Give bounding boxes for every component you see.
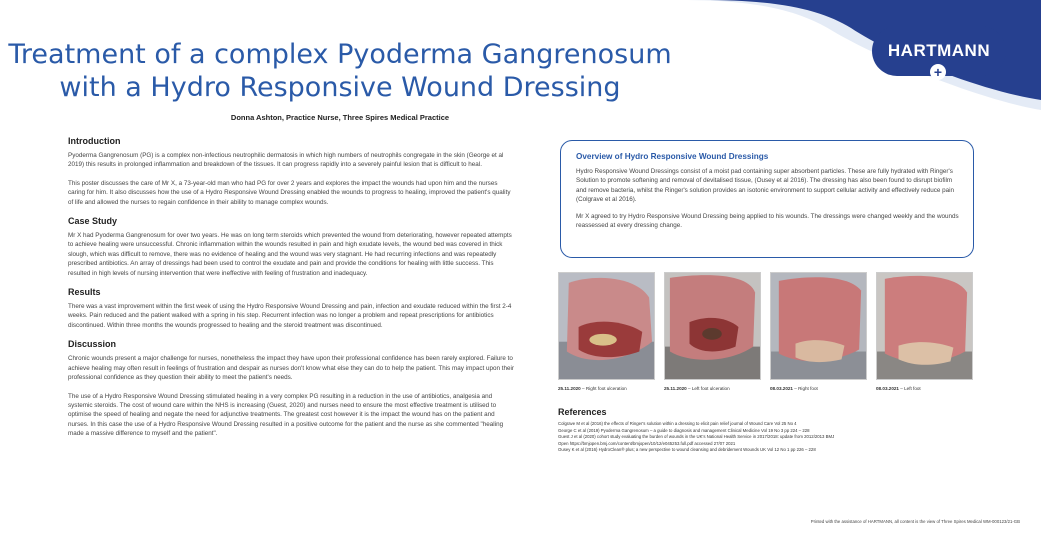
introduction-paragraph-1: Pyoderma Gangrenosum (PG) is a complex non-infectious neutrophilic dermatosis in which high numbers of neutrophils congregate in the skin (George et al 2019) this results in prolonged inflammation and breakdown of the tissues. It can progress rapidly into a severely painful lesion that is difficult to heal. [68, 152, 504, 169]
introduction-paragraph-2: This poster discusses the care of Mr X, a 73-year-old man who had PG for over 2 years and explores the impact the wounds had upon him and the nurses caring for him. It also discusses how the use of a Hydro Responsive Wound Dressing enabled the wounds to progress to healing, improved the patient's quality of life and allowed the nurses to regain confidence in their ability to manage complex wounds. [68, 179, 511, 206]
references-section [558, 407, 978, 454]
discussion-heading: Discussion [68, 339, 117, 350]
overview-heading: Overview of Hydro Responsive Wound Dressings [576, 152, 769, 161]
logo-text: HARTMANN [887, 41, 991, 60]
photo-left-foot-ulceration [664, 272, 761, 380]
poster-title [0, 38, 680, 104]
overview-paragraph-2: Mr X agreed to try Hydro Responsive Wound Dressing being applied to his wounds. The dressings were changed weekly and the wounds reassessed at every dressing change. [576, 212, 959, 230]
reference-item: Guest J et al (2020) cohort study evaluating the burden of wounds in the UK's National Health Service in 2017/2018: update from 2012/2013 BMJ [558, 434, 835, 440]
overview-paragraph-1: Hydro Responsive Wound Dressings consist of a moist pad containing super absorbent particles. These are fully hydrated with Ringer's Solution to promote softening and removal of devitalised tissue, (Ousey et al 2016). The dressing has also been found to disrupt biofilm and remove bacteria, whilst the Ringer's solution provides an isotonic environment to support cellular activity and effectively reduce pain (Colgrave et al 2016). [576, 168, 955, 204]
case-study-paragraph: Mr X had Pyoderma Gangrenosum for over two years. He was on long term steroids which prevented the wound from deteriorating, however repeated attempts to achieve healing were unsuccessful. Chronic inflammation within the wounds resulted in pain and high exudate levels, the wound bed was covered in thick slough, which was difficult to remove, there was no evidence of healing and the wound was very stagnant. He had recurring infections and was repeatedly prescribed antibiotics. An array of dressings had been used to control the exudate and pain and provide the conditions for healing with little success. This resulted in high levels of nursing intervention that were ineffective with feeling of frustration and inadequacy. [68, 232, 512, 277]
results-heading: Results [68, 287, 101, 298]
introduction-heading: Introduction [68, 136, 121, 146]
discussion-paragraph-2: The use of a Hydro Responsive Wound Dressing stimulated healing in a very complex PG resulting in a reduction in the use of antibiotics, analgesia and systemic steroids. The cost of wound care within the NHS is increasing (Guest, 2020) and nurses need to ensure the most effective treatment is utilised to optimise the speed of healing and negate the need for adjunctive treatments. The greatest cost however it is the impact the wound has on the patient and nurses. In this case the use of a Hydro Responsive Wound Dressing resulted in a positive outcome for the patient and the nurse as she commented "healing made a massive difference to myself and the patient". [68, 392, 504, 438]
title-line-2: with a Hydro Responsive Wound Dressing [59, 72, 621, 103]
case-study-heading: Case Study [68, 216, 118, 227]
discussion-paragraph-1: Chronic wounds present a major challenge for nurses, nonetheless the impact they have upon their professional confidence has been rarely explored. Failure to achieve healing may often result in feelings of frustration and despair as nurses don't know what else they can do to help the patient. This may impact upon their professional confidence as they question their ability to meet the patient's needs. [68, 355, 514, 382]
overview-box [560, 140, 974, 258]
results-paragraph: There was a vast improvement within the first week of using the Hydro Responsive Wound Dressing and pain, infection and exudate reduced within the first 2-4 weeks. Pain reduced and the patient walked with a spring in his step. Recurrent infection was no longer a problem and repeat prescriptions for antibiotics discontinued. Within three months the wounds progressed to healing and the steroid treatment was discontinued. [68, 303, 512, 329]
author-line: Donna Ashton, Practice Nurse, Three Spires Medical Practice [230, 113, 450, 122]
photo-left-foot-healed [876, 272, 973, 380]
reference-item: Open https://bmjopen.bmj.com/content/bmjopen/10/12/e045253.full.pdf accessed 27/07 2021 [558, 440, 736, 446]
photo-right-foot-healed [770, 272, 867, 380]
hartmann-logo [872, 26, 1006, 80]
reference-item: Colgrave M et al (2016) the effects of Ringer's solution within a dressing to elicit pain relief journal of Wound Care Vol 25 No 4 [558, 421, 797, 426]
references-heading: References [558, 407, 607, 417]
reference-item: George C et al (2019) Pyoderma Gangrenosum – a guide to diagnosis and management Clinical Medicine Vol 19 No 3 pp 224 – 228 [558, 427, 810, 433]
footer-note: Printed with the assistance of HARTMANN, all content is the view of Three Spires Medical WM-000123/21-GB [810, 519, 1020, 524]
logo-cross-icon: + [930, 64, 946, 80]
photo-caption-2: 25.11.2020 – Left foot ulceration [664, 386, 730, 391]
photo-right-foot-ulceration [558, 272, 655, 380]
photo-caption-3: 08.03.2021 – Right foot [770, 386, 818, 391]
title-line-1: Treatment of a complex Pyoderma Gangrenosum [8, 39, 672, 70]
left-column [68, 136, 514, 448]
photo-caption-4: 08.03.2021 – Left foot [876, 386, 921, 391]
wound-photo-gallery [558, 272, 974, 391]
photo-caption-1: 25.11.2020 – Right foot ulceration [558, 386, 627, 391]
reference-item: Ousey K et al (2016) HydroClean® plus; a new perspective to wound cleansing and debridement Wounds UK Vol 12 No 1 pp 226 – 228 [558, 447, 816, 453]
